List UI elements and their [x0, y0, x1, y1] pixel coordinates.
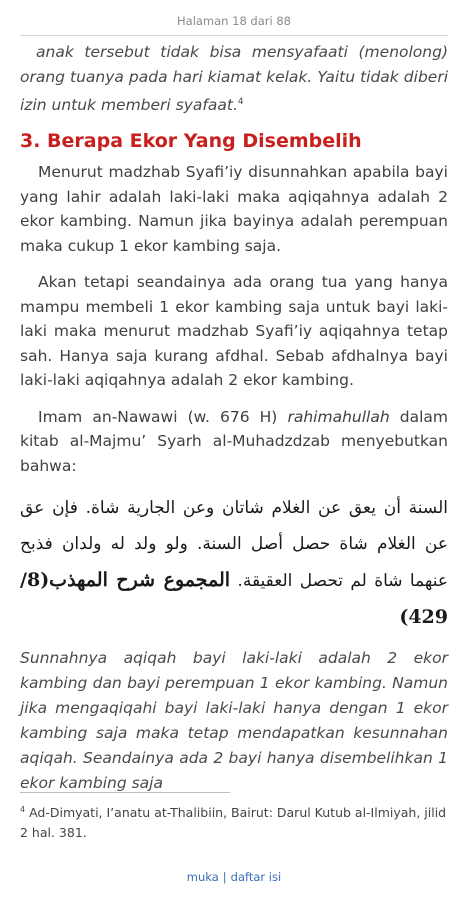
footnote-text: Ad-Dimyati, I’anatu at-Thalibiin, Bairut: Darul Kutub al-Ilmiyah, jilid 2 hal. 381.	[20, 805, 447, 841]
imam-text-after: dalam kitab al-Majmu’ Syarh al-Muhadzdzab menyebutkan bahwa:	[20, 407, 448, 475]
imam-honorific: rahimahullah	[287, 407, 390, 426]
translation-paragraph: Sunnahnya aqiqah bayi laki-laki adalah 2 ekor kambing dan bayi perempuan 1 ekor kambing. Namun jika mengaqiqahi bayi laki-laki hanya dengan 1 ekor kambing saja maka tetap mendapatkan kesunnahan aqiqah. Seandainya ada 2 bayi hanya disembelihkan 1 ekor kambing saja	[20, 649, 448, 793]
table-of-contents-link[interactable]: daftar isi	[230, 870, 282, 884]
arabic-quote-text: السنة أن يعق عن الغلام شاتان وعن الجارية شاة. فإن عق عن الغلام شاة حصل أصل السنة. ولو ولد له ولدان فذبح عنهما شاة لم تحصل العقيقة.	[20, 498, 448, 592]
nav-separator: |	[222, 870, 227, 884]
section-heading: 3. Berapa Ekor Yang Disembelih	[20, 130, 362, 153]
intro-italic-paragraph	[20, 40, 448, 118]
paragraph-madzhab: Menurut madzhab Syafi’iy disunnahkan apabila bayi yang lahir adalah laki-laki maka aqiqahnya adalah 2 ekor kambing. Namun jika bayinya adalah perempuan maka cukup 1 ekor kambing saja.	[20, 163, 448, 255]
footnote-ref[interactable]: 4	[237, 97, 244, 107]
footnote	[20, 800, 448, 843]
arabic-reference: المجموع شرح المهذب(8/ 429)	[20, 569, 448, 629]
page-header: Halaman 18 dari 88	[177, 14, 291, 28]
footnote-number: 4	[20, 805, 26, 814]
home-link[interactable]: muka	[186, 870, 219, 884]
imam-text-before: Imam an-Nawawi (w. 676 H)	[38, 407, 288, 426]
paragraph-imam-nawawi	[20, 405, 448, 479]
paragraph-one-goat: Akan tetapi seandainya ada orang tua yang hanya mampu membeli 1 ekor kambing saja untuk bayi laki-laki maka menurut madzhab Syafi’iy aqiqahnya tetap sah. Hanya saja kurang afdhal. Sebab afdhalnya bayi laki-laki aqiqahnya adalah 2 ekor kambing.	[20, 273, 448, 390]
bottom-nav	[0, 870, 468, 884]
header-divider	[20, 35, 448, 36]
arabic-quote	[20, 490, 448, 636]
page-content	[20, 40, 448, 796]
footnote-divider	[20, 792, 230, 793]
intro-italic-text: anak tersebut tidak bisa mensyafaati (menolong) orang tuanya pada hari kiamat kelak. Yaitu tidak diberi izin untuk memberi syafaat.	[20, 43, 448, 115]
